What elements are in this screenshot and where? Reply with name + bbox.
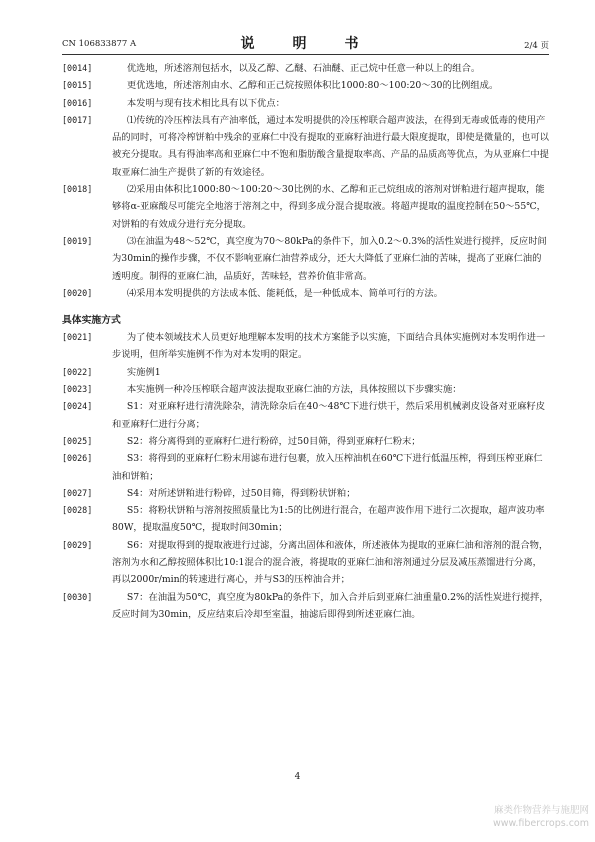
page-indicator: 2/4 页: [524, 41, 549, 51]
paragraph: [62, 364, 549, 381]
paragraph-number: [0021]: [62, 332, 93, 343]
page-header: [62, 30, 549, 55]
paragraph-text: S3：将得到的亚麻籽仁粉末用滤布进行包裹，放入压榨油机在60℃下进行低温压榨，得到压榨亚麻仁油和饼粕；: [112, 453, 543, 482]
paragraph-text: 本发明与现有技术相比具有以下优点：: [126, 97, 285, 109]
paragraph: [62, 233, 549, 285]
paragraph: [62, 537, 549, 589]
paragraph-number: [0028]: [62, 505, 93, 516]
paragraph-text: ⑶在油温为48～52℃，真空度为70～80kPa的条件下，加入0.2～0.3%的活性炭进行搅拌，反应时间为30min的操作步骤，不仅不影响亚麻仁油营养成分，还大大降低了亚麻仁油的苦味，提高了亚麻仁油的透明度。制得的亚麻仁油，品质好，苦味轻，营养价值非常高。: [112, 235, 547, 282]
watermark: [493, 804, 589, 830]
paragraph-number: [0019]: [62, 235, 93, 246]
document-body: [62, 60, 549, 623]
paragraph-text: ⑵采用由体积比1000:80～100:20～30比例的水、乙醇和正己烷组成的溶剂对饼粕进行超声提取，能够将α-亚麻酸尽可能完全地溶于溶剂之中，得到多成分混合提取液。将超声提取的温度控制在50～55℃，对饼粕的有效成分进行充分提取。: [112, 184, 546, 230]
paragraph-number: [0022]: [62, 366, 93, 377]
paragraph-text: 优选地，所述溶剂包括水，以及乙醇、乙醚、石油醚、正己烷中任意一种以上的组合。: [126, 63, 481, 74]
paragraph-number: [0029]: [62, 539, 93, 550]
watermark-line-1: 麻类作物营养与施肥网: [493, 805, 589, 816]
paragraph-text: S4：对所述饼粕进行粉碎，过50目筛，得到粉状饼粕；: [126, 487, 356, 499]
paragraph-group-top: [62, 60, 549, 302]
paragraph: [62, 112, 549, 181]
paragraph: [62, 381, 549, 398]
paragraph-number: [0018]: [62, 184, 93, 195]
section-title: 具体实施方式: [62, 315, 121, 327]
paragraph-text: 为了使本领域技术人员更好地理解本发明的技术方案能予以实施，下面结合具体实施例对本发明作进一步说明，但所举实施例不作为对本发明的限定。: [112, 332, 546, 361]
paragraph-number: [0014]: [62, 63, 93, 73]
paragraph: [62, 433, 549, 450]
paragraph: [62, 450, 549, 485]
paragraph: [62, 77, 549, 94]
paragraph: [62, 589, 549, 624]
paragraph-text: 本实施例一种冷压榨联合超声波法提取亚麻仁油的方法，具体按照以下步骤实施：: [126, 384, 462, 396]
paragraph: [62, 485, 549, 502]
paragraph-number: [0030]: [62, 591, 93, 602]
paragraph-number: [0015]: [62, 80, 93, 91]
paragraph-number: [0025]: [62, 435, 93, 446]
paragraph: [62, 502, 549, 537]
document-title: 说 明 书: [240, 36, 371, 52]
page-number: 4: [294, 772, 301, 782]
paragraph-number: [0026]: [62, 453, 93, 464]
paragraph: [62, 398, 549, 433]
paragraph-number: [0024]: [62, 401, 93, 412]
paragraph: [62, 329, 549, 364]
paragraph-text: ⑷采用本发明提供的方法成本低、能耗低，是一种低成本、简单可行的方法。: [126, 287, 443, 299]
paragraph-group-bottom: [62, 329, 549, 623]
paragraph-number: [0016]: [62, 97, 93, 108]
paragraph: [62, 60, 549, 77]
watermark-line-2: www.fibercrops.com: [492, 818, 589, 829]
paragraph-text: S2：将分离得到的亚麻籽仁进行粉碎，过50目筛，得到亚麻籽仁粉末；: [126, 435, 421, 447]
paragraph-text: S5：将粉状饼粕与溶剂按照质量比为1:5的比例进行混合，在超声波作用下进行二次提取，超声波功率80W，提取温度50℃，提取时间30min；: [112, 505, 545, 534]
paragraph-number: [0023]: [62, 384, 93, 395]
paragraph-number: [0020]: [62, 287, 93, 298]
paragraph: [62, 181, 549, 233]
paragraph-text: ⑴传统的冷压榨法具有产油率低，通过本发明提供的冷压榨联合超声波法，在得到无毒或低毒的使用产品的同时，可将冷榨饼粕中残余的亚麻仁中没有提取的亚麻籽油进行最大限度提取，即使是微量的，也可以被充分提取。具有得油率高和亚麻仁中不饱和脂肪酸含量提取率高、产品的品质高等优点，为从亚麻仁中提取亚麻仁油生产提供了新的有效途径。: [112, 114, 549, 178]
paragraph-text: S7：在油温为50℃，真空度为80kPa的条件下，加入合并后到亚麻仁油重量0.2%的活性炭进行搅拌，反应时间为30min，反应结束后冷却至室温，抽滤后即得到所述亚麻仁油。: [112, 591, 549, 620]
paragraph-number: [0017]: [62, 114, 93, 125]
paragraph-text: 实施例1: [126, 366, 161, 378]
paragraph-text: 更优选地，所述溶剂由水、乙醇和正己烷按照体积比1000:80～100:20～30的比例组成。: [126, 80, 499, 92]
paragraph: [62, 285, 549, 302]
paragraph-text: S6：对提取得到的提取液进行过滤，分离出固体和液体，所述液体为提取的亚麻仁油和溶剂的混合物，溶剂为水和乙醇按照体积比10:1混合的混合液，将提取的亚麻仁油和溶剂通过分层及减压蒸馏进行分离，再以2000r/min的转速进行离心，并与S3的压榨油合并；: [112, 539, 549, 586]
paragraph-text: S1：对亚麻籽进行清洗除杂，清洗除杂后在40～48℃下进行烘干，然后采用机械剥皮设备对亚麻籽皮和亚麻籽仁进行分离；: [112, 401, 546, 430]
paragraph-number: [0027]: [62, 487, 93, 498]
paragraph: [62, 95, 549, 112]
patent-number: CN 106833877 A: [62, 39, 137, 49]
